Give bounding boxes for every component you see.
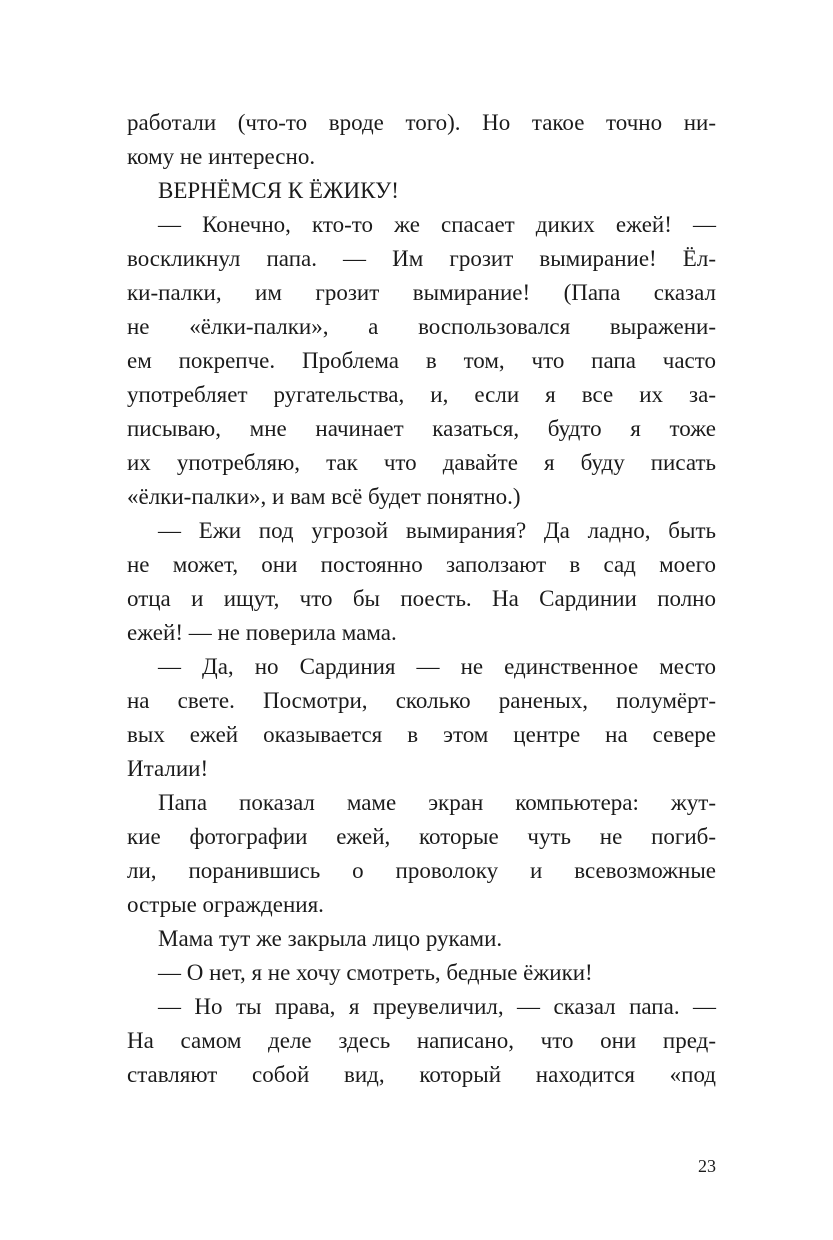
paragraph [127,922,716,956]
text-line: Папа показал маме экран компьютера: жут- [158,790,716,815]
text-line: вых ежей оказывается в этом центре на севере [127,722,716,747]
text-line: ежей! — не поверила мама. [127,620,397,645]
paragraph [127,514,716,650]
text-line: их употребляю, так что давайте я буду писать [127,450,716,475]
text-line: ки-палки, им грозит вымирание! (Папа сказал [127,280,716,305]
paragraph [127,650,716,786]
text-line: употребляет ругательства, и, если я все их за- [127,382,716,407]
text-line: — Ежи под угрозой вымирания? Да ладно, быть [158,518,716,543]
text-line: — Конечно, кто-то же спасает диких ежей! — [158,212,716,237]
text-line: ВЕРНЁМСЯ К ЁЖИКУ! [158,178,399,203]
paragraph [127,174,716,208]
paragraph [127,990,716,1092]
text-block [127,106,716,1092]
text-line: работали (что-то вроде того). Но такое точно ни- [127,110,716,135]
text-line: воскликнул папа. — Им грозит вымирание! Ёл- [127,246,716,271]
text-line: Мама тут же закрыла лицо руками. [158,926,503,951]
paragraph [127,956,716,990]
text-line: ставляют собой вид, который находится «под [127,1062,716,1087]
text-line: не может, они постоянно заползают в сад моего [127,552,716,577]
text-line: на свете. Посмотри, сколько раненых, полумёрт- [127,688,716,713]
text-line: кому не интересно. [127,144,316,169]
text-line: — О нет, я не хочу смотреть, бедные ёжики! [158,960,593,985]
text-line: острые ограждения. [127,892,324,917]
text-line: Италии! [127,756,209,781]
paragraph [127,208,716,514]
text-line: писываю, мне начинает казаться, будто я тоже [127,416,716,441]
text-line: На самом деле здесь написано, что они пред- [127,1028,716,1053]
text-line: ем покрепче. Проблема в том, что папа часто [127,348,716,373]
text-line: «ёлки-палки», и вам всё будет понятно.) [127,484,521,509]
paragraph [127,786,716,922]
text-line: отца и ищут, что бы поесть. На Сардинии полно [127,586,716,611]
text-line: ли, поранившись о проволоку и всевозможные [127,858,716,883]
text-line: кие фотографии ежей, которые чуть не погиб- [127,824,716,849]
text-line: — Да, но Сардиния — не единственное место [158,654,716,679]
text-line: — Но ты права, я преувеличил, — сказал папа. — [158,994,716,1019]
text-line: не «ёлки-палки», а воспользовался выражени- [127,314,716,339]
page-number: 23 [698,1156,716,1176]
paragraph [127,106,716,174]
